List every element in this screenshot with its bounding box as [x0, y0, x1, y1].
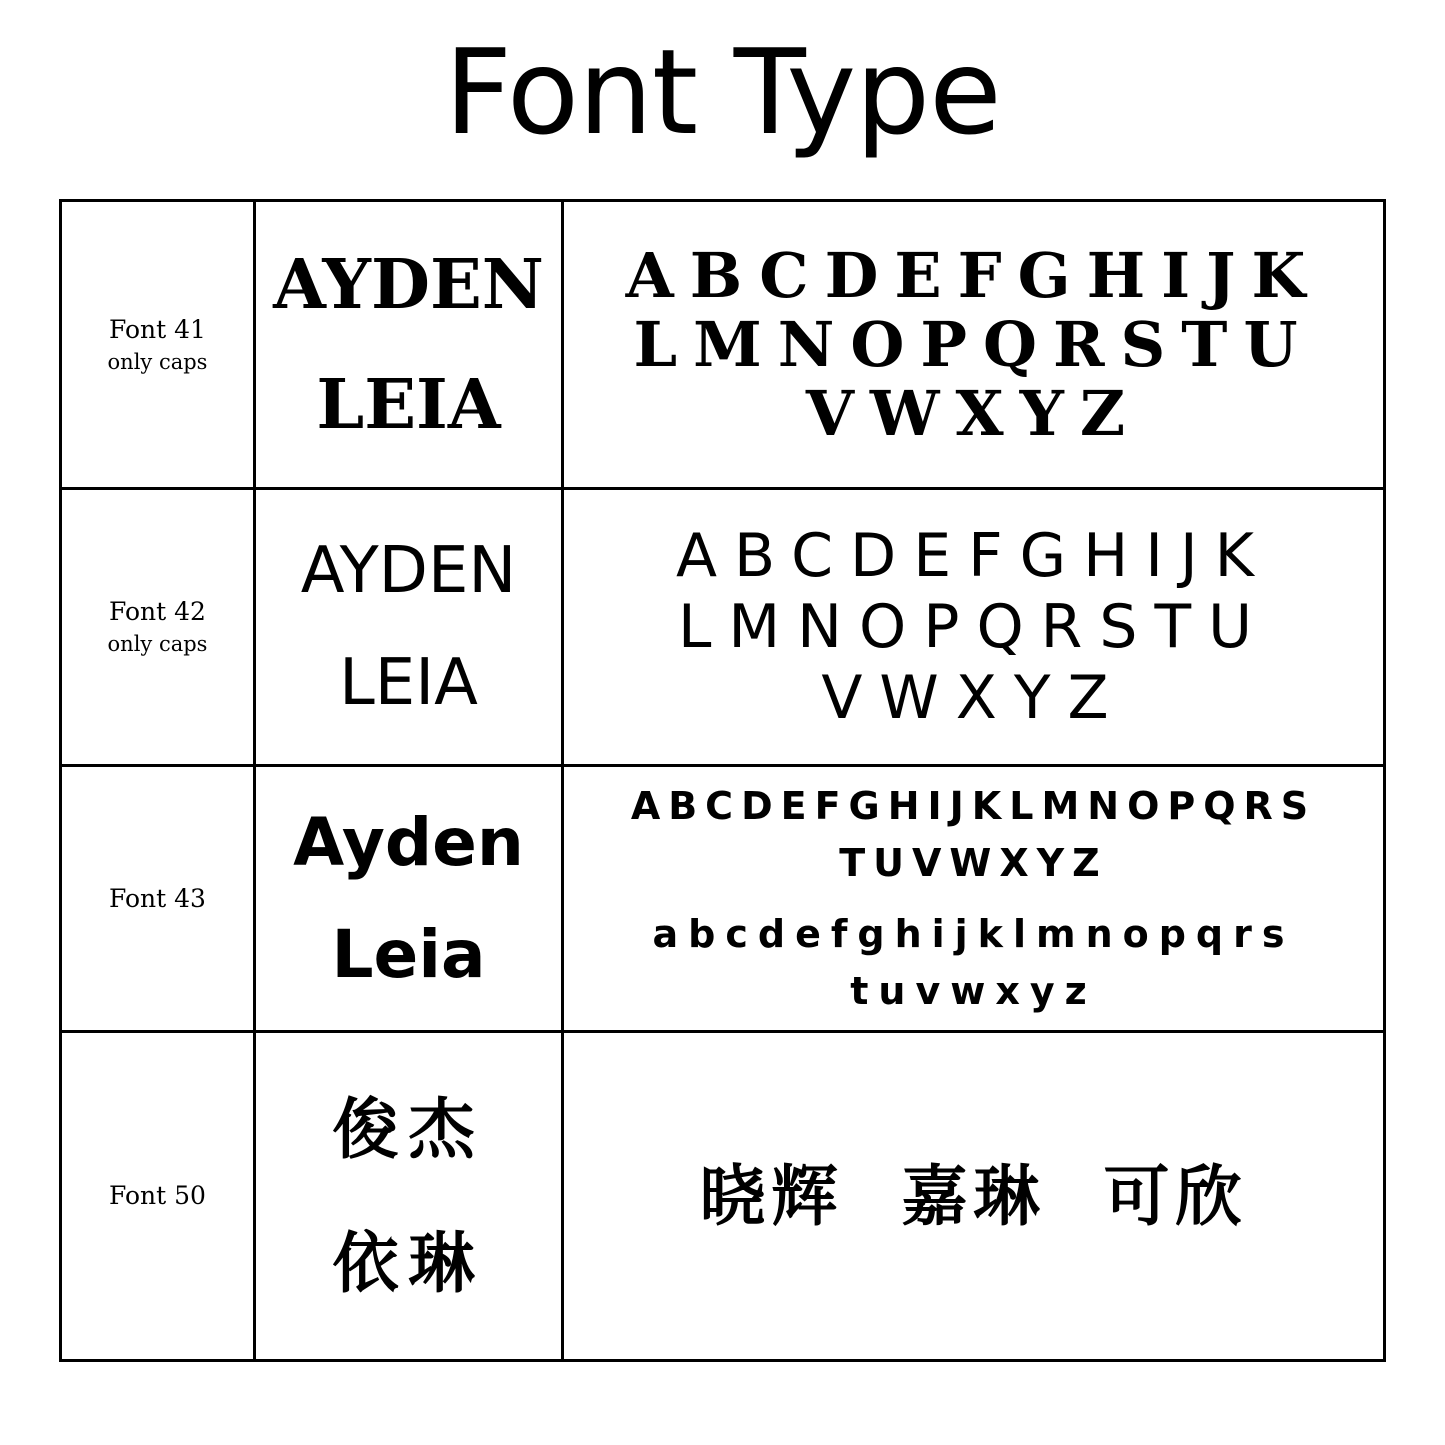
font-41-sample-line-2: LMNOPQRSTU — [633, 308, 1314, 381]
font-43-sample-cell — [564, 767, 1383, 1033]
font-43-label: Font 43 — [109, 883, 206, 913]
font-50-name-2: 依琳 — [332, 1224, 485, 1302]
font-41-name-2: LEIA — [316, 364, 501, 445]
font-50-label: Font 50 — [109, 1181, 206, 1210]
font-43-upper-line-2: TUVWXYZ — [839, 840, 1108, 885]
font-42-name-2: LEIA — [339, 646, 478, 720]
font-42-label-cell — [62, 490, 256, 767]
font-41-note: only caps — [107, 349, 208, 374]
font-41-sample-cell — [564, 202, 1383, 490]
font-41-label-cell — [62, 202, 256, 490]
font-42-names-cell — [256, 490, 564, 767]
font-43-name-1: Ayden — [293, 803, 524, 881]
font-50-names-cell — [256, 1033, 564, 1359]
font-50-label-cell — [62, 1033, 256, 1359]
font-42-sample-line-1: ABCDEFGHIJK — [675, 520, 1272, 591]
font-41-label: Font 41 — [109, 314, 206, 344]
page-title: Font Type — [444, 23, 1001, 161]
font-43-upper-line-1: ABCDEFGHIJKLMNOPQRS — [630, 783, 1317, 828]
font-50-name-1: 俊杰 — [332, 1090, 485, 1168]
font-41-names-cell — [256, 202, 564, 490]
font-50-sample-line: 晓辉 嘉琳 可欣 — [699, 1157, 1248, 1235]
font-41-sample-line-1: ABCDEFGHIJK — [625, 239, 1322, 312]
font-43-name-2: Leia — [331, 915, 486, 993]
font-43-names-cell — [256, 767, 564, 1033]
font-43-lower-line-1: abcdefghijklmnopqrs — [652, 911, 1295, 956]
font-42-sample-cell — [564, 490, 1383, 767]
font-42-label: Font 42 — [109, 597, 206, 626]
font-42-note: only caps — [107, 632, 208, 656]
font-41-name-1: AYDEN — [273, 244, 544, 325]
font-43-lower-line-2: tuvwxyz — [850, 968, 1097, 1013]
font-table — [59, 199, 1386, 1362]
font-50-sample-cell — [564, 1033, 1383, 1359]
font-42-name-1: AYDEN — [300, 534, 517, 608]
font-42-sample-line-2: LMNOPQRSTU — [677, 591, 1270, 662]
font-43-label-cell — [62, 767, 256, 1033]
font-41-sample-line-3: VWXYZ — [805, 377, 1142, 450]
font-42-sample-line-3: VWXYZ — [821, 662, 1126, 733]
